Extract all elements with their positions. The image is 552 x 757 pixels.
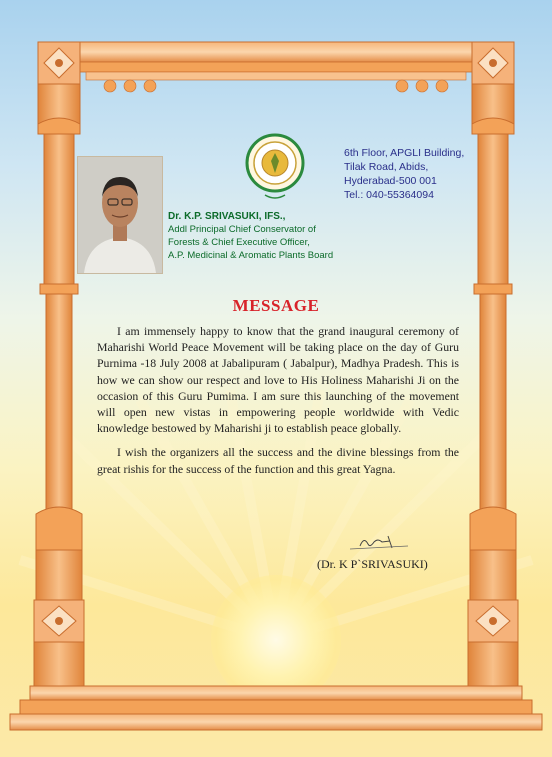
address-line: Tilak Road, Abids, [344, 161, 429, 173]
officer-organization: A.P. Medicinal & Aromatic Plants Board [168, 250, 334, 261]
officer-designation: Forests & Chief Executive Officer, [168, 237, 310, 248]
office-address [344, 146, 464, 202]
handwritten-signature [330, 532, 410, 552]
address-line: Hyderabad-500 001 [344, 175, 437, 187]
state-emblem-icon [243, 131, 307, 203]
officer-name: Dr. K.P. SRIVASUKI, IFS., [168, 211, 286, 222]
signoff-name: (Dr. K P`SRIVASUKI) [317, 557, 428, 571]
message-title: MESSAGE [232, 296, 320, 315]
corner-tile-top-left [38, 42, 80, 84]
message-paragraph: I wish the organizers all the success and the divine blessings from the great rishis for the success of the function and this great Yagna. [97, 445, 459, 476]
officer-details [168, 210, 333, 262]
address-phone: Tel.: 040-55364094 [344, 189, 434, 201]
corner-tile-top-right [472, 42, 514, 84]
address-line: 6th Floor, APGLI Building, [344, 147, 465, 159]
message-body [97, 323, 459, 485]
portrait-photo [77, 156, 163, 274]
message-paragraph: I am immensely happy to know that the grand inaugural ceremony of Maharishi World Peace Movement will be taking place on the day of Guru Purnima -18 July 2008 at Jabalipuram ( Jabalpur), Madhya Pradesh. This is how we can show our respect and love to His Holiness Maharishi Ji on the occasion of this Guru Pumima. I am sure this launching of the movement will open new vistas in empowering people worldwide with Vedic knowledge bestowed by Maharishi ji to establish peace globally. [97, 324, 459, 436]
officer-designation: Addl Principal Chief Conservator of [168, 224, 316, 235]
